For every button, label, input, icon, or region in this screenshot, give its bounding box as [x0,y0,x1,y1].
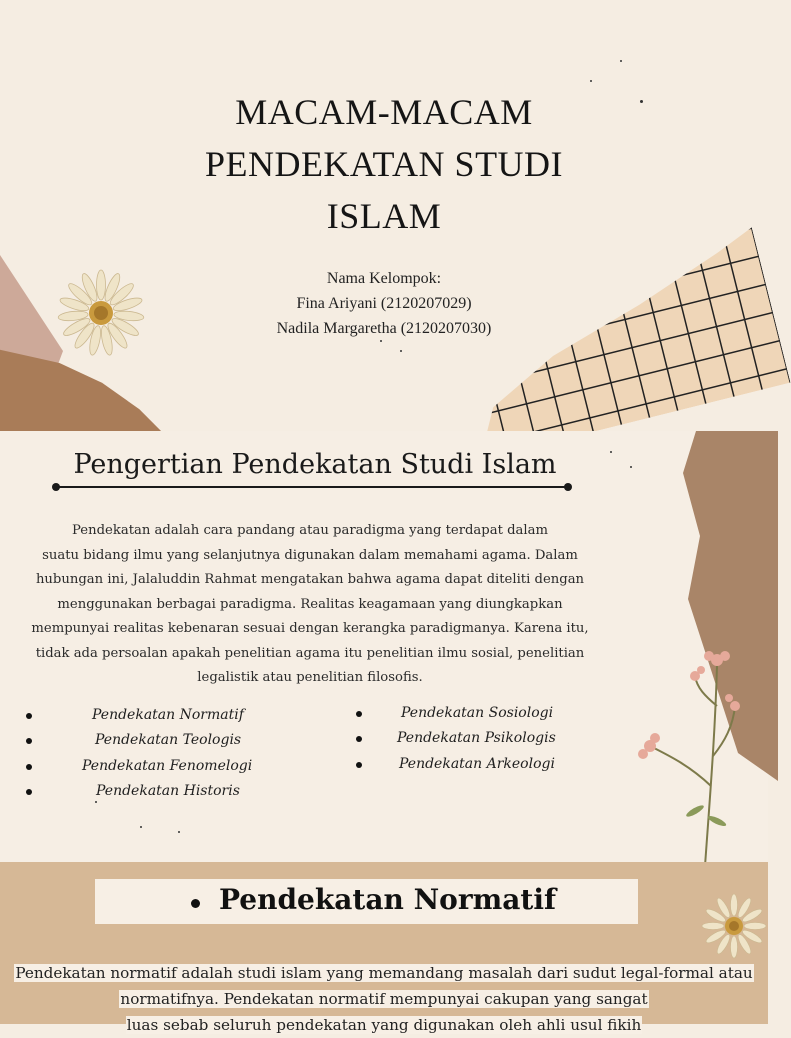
decorative-speck [400,350,402,352]
paragraph-line: legalistik atau penelitian filosofis. [197,670,423,685]
list-item [350,752,610,777]
list-item [350,701,610,726]
members-label: Nama Kelompok: [326,270,442,287]
normative-paragraph [10,960,758,1038]
list-item-label: Pendekatan Sosiologi [401,705,554,721]
list-item-label: Pendekatan Arkeologi [399,755,555,772]
title-line: PENDEKATAN STUDI [204,144,564,184]
paragraph-line: luas sebab seluruh pendekatan yang digunakan oleh ahli usul fikih [126,1016,642,1034]
paragraph-line: tidak ada persoalan apakah penelitian agama itu penelitian ilmu sosial, penelitian [35,645,585,661]
list-item [0,754,290,779]
bullet-icon [26,789,32,795]
bullet-icon [26,738,32,744]
paragraph-line: Pendekatan adalah cara pandang atau paradigma yang terdapat dalam [72,523,548,538]
decorative-speck [95,801,97,803]
bullet-icon [191,899,200,908]
section-heading: Pengertian Pendekatan Studi Islam [73,449,557,480]
list-item [0,703,290,728]
decorative-speck [620,60,622,62]
definition-paragraph [10,519,610,691]
bullet-icon [26,713,32,719]
wildflower-stem-icon [625,646,755,866]
decorative-speck [140,826,142,828]
paragraph-line: suatu bidang ilmu yang selanjutnya digunakan dalam memahami agama. Dalam [42,547,578,563]
decorative-speck [590,80,592,82]
normative-approach-slide [0,862,768,1034]
bullet-icon [356,736,362,742]
heading-underline [54,486,570,488]
bullet-icon [356,762,362,768]
group-members [0,266,768,341]
paragraph-line: menggunakan berbagai paradigma. Realitas keagamaan yang diungkapkan [57,596,563,612]
title-line: MACAM-MACAM [235,92,533,132]
decorative-speck [178,831,180,833]
presentation-title [0,86,768,242]
member-name: Nadila Margaretha (2120207030) [276,320,492,337]
daisy-flower-icon [700,892,768,960]
list-item-label: Pendekatan Psikologis [397,730,556,747]
decorative-speck [630,466,632,468]
paragraph-line: normatifnya. Pendekatan normatif mempunyai cakupan yang sangat [120,990,648,1008]
decorative-speck [380,340,382,342]
heading-container [95,879,638,924]
list-item-label: Pendekatan Fenomelogi [82,757,253,774]
decorative-speck [640,100,643,103]
decorative-speck [610,451,612,453]
list-item-label: Pendekatan Historis [96,782,240,799]
bullet-icon [356,711,362,717]
bullet-icon [26,764,32,770]
list-item-label: Pendekatan Normatif [92,707,244,723]
paragraph-line: Pendekatan normatif adalah studi islam yang memandang masalah dari sudut legal-formal atau [15,964,753,982]
paragraph-line: mempunyai realitas kebenaran sesuai dengan kerangka paradigmanya. Karena itu, [31,621,589,636]
title-line: ISLAM [326,196,442,236]
grid-paper-decoration [441,227,790,460]
approach-list-left [0,703,290,804]
list-item [0,728,290,753]
member-name: Fina Ariyani (2120207029) [296,295,472,312]
title-slide [0,0,768,431]
list-item [0,779,290,804]
definition-slide [0,431,768,862]
approach-list-right [350,701,610,777]
paragraph-line: hubungan ini, Jalaluddin Rahmat mengatakan bahwa agama dapat diteliti dengan [35,572,585,587]
section-heading: Pendekatan Normatif [219,883,556,916]
list-item [350,726,610,751]
list-item-label: Pendekatan Teologis [95,732,242,749]
